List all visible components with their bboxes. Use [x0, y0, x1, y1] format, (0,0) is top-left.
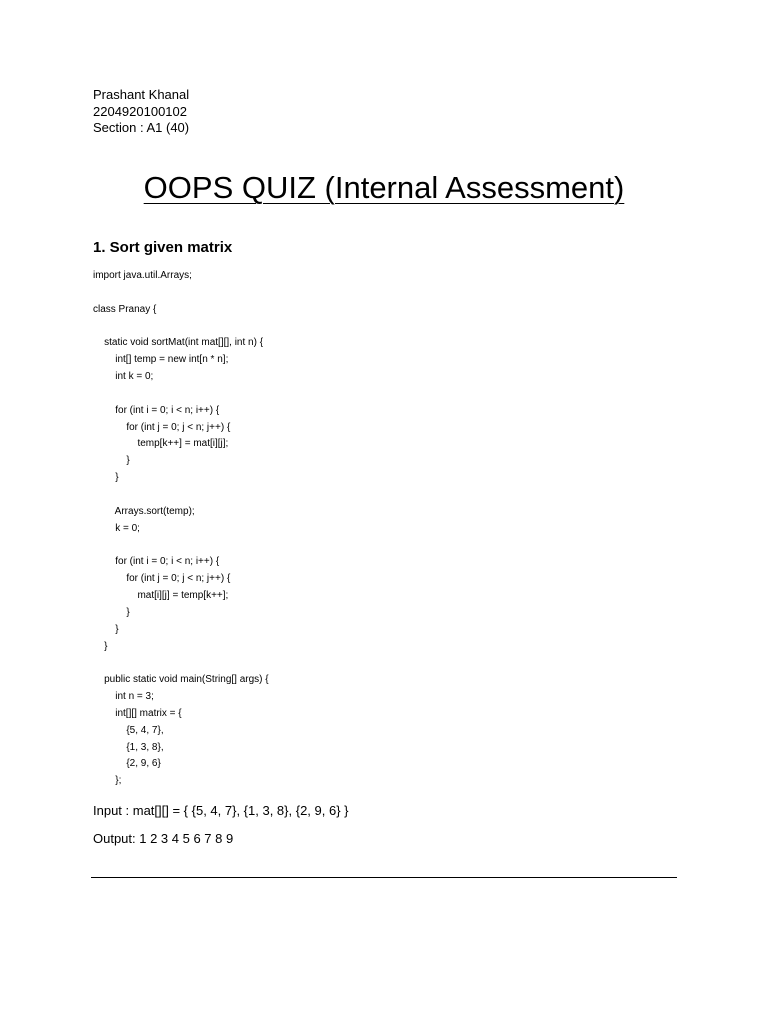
author-name: Prashant Khanal: [93, 87, 190, 102]
code-line: mat[i][j] = temp[k++];: [93, 590, 229, 602]
code-line: }: [93, 640, 108, 652]
code-line: int k = 0;: [93, 371, 154, 383]
code-line: temp[k++] = mat[i][j];: [93, 438, 229, 450]
code-line: public static void main(String[] args) {: [93, 674, 269, 686]
code-line: };: [93, 775, 122, 787]
code-line: int n = 3;: [93, 691, 154, 703]
code-line: }: [93, 606, 130, 618]
code-line: Arrays.sort(temp);: [93, 505, 195, 517]
code-line: {5, 4, 7},: [93, 724, 164, 736]
code-line: }: [93, 455, 130, 467]
code-line: int[] temp = new int[n * n];: [93, 354, 229, 366]
code-line: }: [93, 472, 119, 484]
code-line: [93, 285, 269, 302]
code-line: [93, 386, 269, 403]
code-line: for (int j = 0; j < n; j++) {: [93, 421, 231, 433]
code-line: [93, 538, 269, 555]
code-line: [93, 655, 269, 672]
code-line: int[][] matrix = {: [93, 707, 182, 719]
code-line: class Pranay {: [93, 303, 157, 315]
page-title-text: OOPS QUIZ (Internal Assessment): [143, 170, 625, 205]
roll-number: 2204920100102: [93, 104, 187, 119]
horizontal-divider: [91, 877, 677, 878]
page-title: [0, 168, 768, 208]
code-line: {1, 3, 8},: [93, 741, 164, 753]
code-line: k = 0;: [93, 522, 140, 534]
code-block: [93, 268, 269, 790]
input-example: Input : mat[][] = { {5, 4, 7}, {1, 3, 8}, {2, 9, 6} }: [93, 803, 349, 818]
code-line: }: [93, 623, 119, 635]
code-line: for (int i = 0; i < n; i++) {: [93, 404, 220, 416]
code-line: for (int i = 0; i < n; i++) {: [93, 556, 220, 568]
output-example: Output: 1 2 3 4 5 6 7 8 9: [93, 831, 234, 846]
code-line: [93, 487, 269, 504]
code-line: for (int j = 0; j < n; j++) {: [93, 573, 231, 585]
code-line: {2, 9, 6}: [93, 758, 161, 770]
code-line: import java.util.Arrays;: [93, 270, 192, 281]
section-label: Section : A1 (40): [93, 120, 190, 135]
code-line: [93, 319, 269, 336]
question-heading: 1. Sort given matrix: [93, 239, 233, 256]
code-line: static void sortMat(int mat[][], int n) {: [93, 337, 264, 349]
